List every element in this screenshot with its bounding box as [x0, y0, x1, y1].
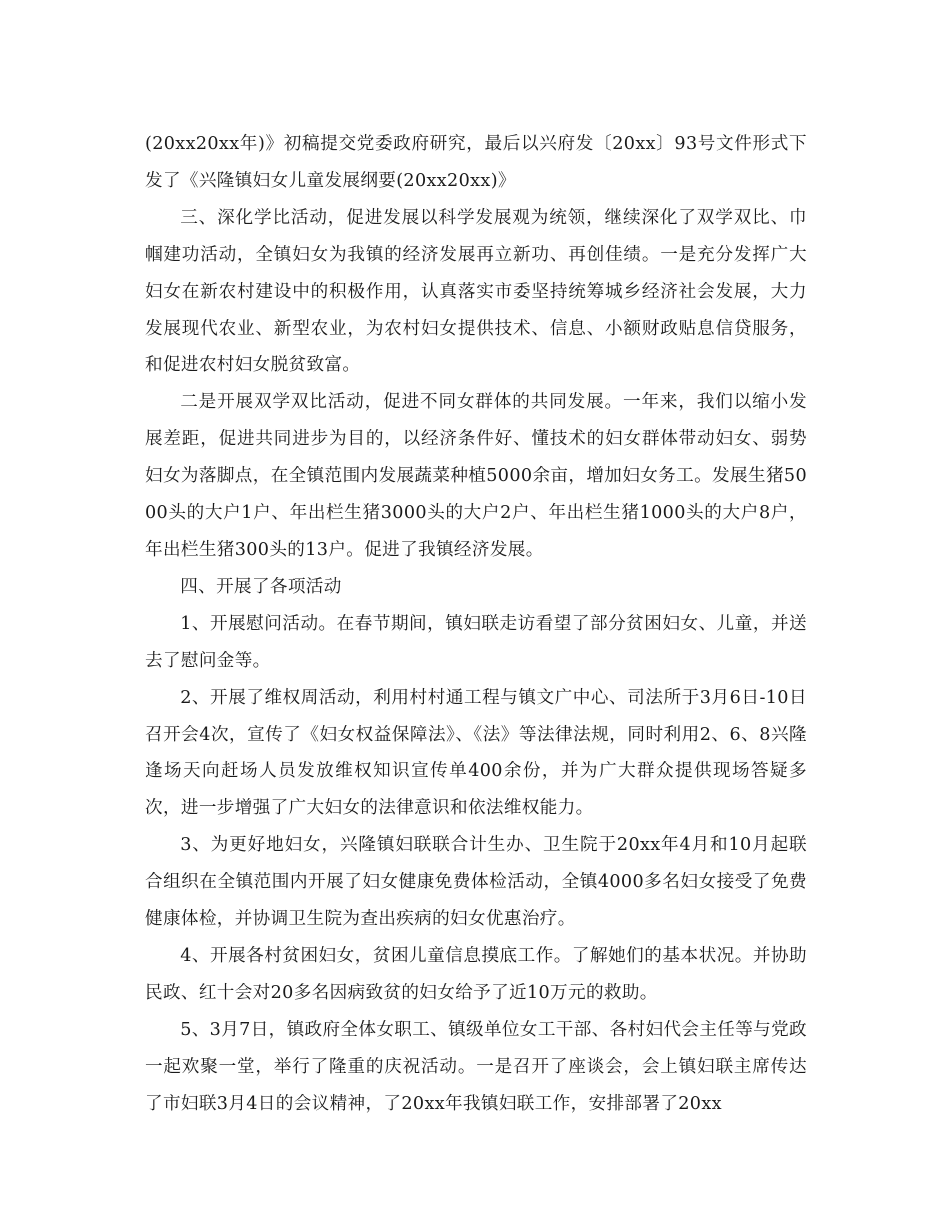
paragraph: 4、开展各村贫困妇女，贫困儿童信息摸底工作。了解她们的基本状况。并协助民政、红十会对20多名因病致贫的妇女给予了近10万元的救助。: [145, 945, 807, 1003]
paragraph: 5、3月7日，镇政府全体女职工、镇级单位女工干部、各村妇代会主任等与党政一起欢聚一堂，举行了隆重的庆祝活动。一是召开了座谈会，会上镇妇联主席传达了市妇联3月4日的会议精神，了20xx年我镇妇联工作，安排部署了20xx: [145, 1019, 807, 1114]
document-body: [145, 126, 807, 1122]
paragraph: 1、开展慰问活动。在春节期间，镇妇联走访看望了部分贫困妇女、儿童，并送去了慰问金等。: [145, 613, 807, 671]
paragraph: 三、深化学比活动，促进发展以科学发展观为统领，继续深化了双学双比、巾帼建功活动，全镇妇女为我镇的经济发展再立新功、再创佳绩。一是充分发挥广大妇女在新农村建设中的积极作用，认真落实市委坚持统筹城乡经济社会发展，大力发展现代农业、新型农业，为农村妇女提供技术、信息、小额财政贴息信贷服务，和促进农村妇女脱贫致富。: [145, 207, 807, 376]
paragraph: 2、开展了维权周活动，利用村村通工程与镇文广中心、司法所于3月6日-10日召开会4次，宣传了《妇女权益保障法》、《法》等法律法规，同时利用2、6、8兴隆逢场天向赶场人员发放维权知识宣传单400余份，并为广大群众提供现场答疑多次，进一步增强了广大妇女的法律意识和依法维权能力。: [145, 687, 807, 819]
paragraph: 二是开展双学双比活动，促进不同女群体的共同发展。一年来，我们以缩小发展差距，促进共同进步为目的，以经济条件好、懂技术的妇女群体带动妇女、弱势妇女为落脚点，在全镇范围内发展蔬菜种植5000余亩，增加妇女务工。发展生猪5000头的大户1户、年出栏生猪3000头的大户2户、年出栏生猪1000头的大户8户，年出栏生猪300头的13户。促进了我镇经济发展。: [145, 392, 807, 560]
paragraph: (20xx20xx年)》初稿提交党委政府研究，最后以兴府发〔20xx〕93号文件形式下发了《兴隆镇妇女儿童发展纲要(20xx20xx)》: [145, 134, 807, 191]
paragraph: 3、为更好地妇女，兴隆镇妇联联合计生办、卫生院于20xx年4月和10月起联合组织在全镇范围内开展了妇女健康免费体检活动，全镇4000多名妇女接受了免费健康体检，并协调卫生院为查出疾病的妇女优惠治疗。: [145, 835, 807, 930]
section-heading: 四、开展了各项活动: [180, 576, 342, 597]
